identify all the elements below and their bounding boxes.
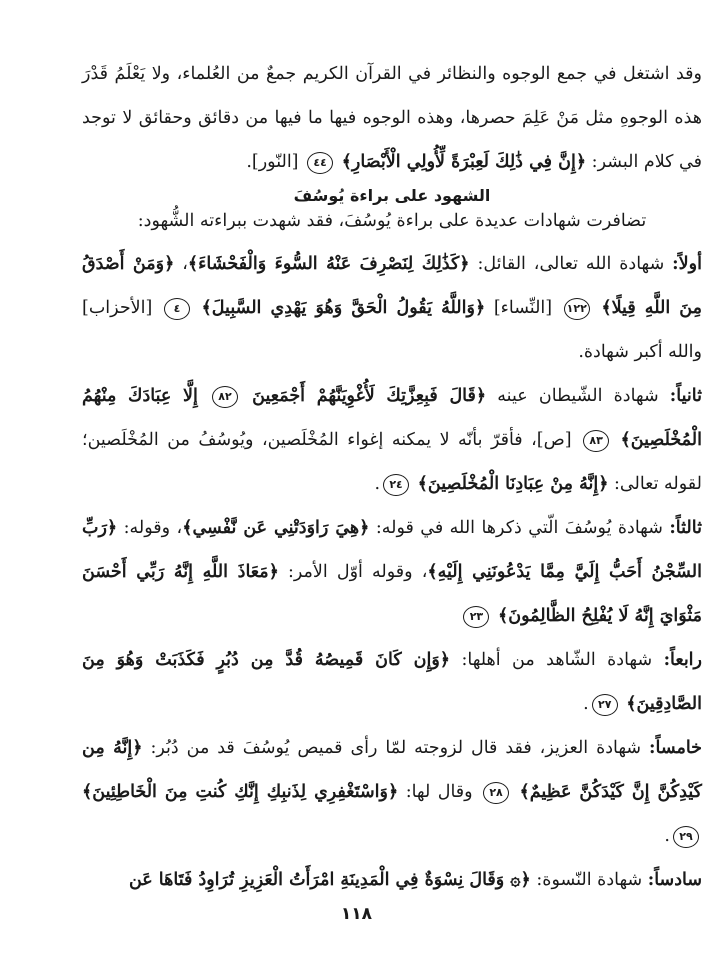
quran-verse: ﴿وَاللَّهُ يَقُولُ الْحَقَّ وَهُوَ يَهْدِي السَّبِيلَ﴾	[201, 298, 486, 318]
testimony-lead: أولاً:	[672, 254, 702, 274]
verse-number-badge: ٨٢	[212, 386, 238, 408]
paragraph-text: ، وقوله أوّل الأمر:	[287, 562, 428, 582]
surah-reference: [النِّساء]	[493, 298, 553, 318]
punctuation: .	[664, 826, 670, 846]
testimony-fourth	[82, 638, 702, 726]
page-number: ١١٨	[340, 904, 373, 924]
testimony-lead: ثالثاً:	[669, 518, 702, 538]
surah-reference: [الأحزاب]	[82, 298, 153, 318]
paragraph-text: وقال لها:	[405, 782, 473, 802]
quran-verse: ﴿رَبِّ السِّجْنُ أَحَبُّ إِلَيَّ مِمَّا يَدْعُونَنِي إِلَيْهِ﴾	[82, 518, 702, 582]
testimony-lead: خامساً:	[649, 738, 702, 758]
verse-number-badge: ٢٨	[483, 782, 509, 804]
testimony-third	[82, 506, 702, 638]
testimony-sixth	[82, 858, 702, 902]
quran-verse: ﴿وَمَنْ أَصْدَقُ مِنَ اللَّهِ قِيلًا﴾	[82, 254, 702, 318]
page-body	[82, 52, 702, 902]
paragraph-text: شهادة النّسوة:	[536, 870, 643, 890]
verse-number-badge: ١٢٢	[564, 298, 590, 320]
testimony-lead: ثانياً:	[669, 386, 702, 406]
testimony-first	[82, 242, 702, 374]
quran-verse: ﴿قَالَ فَبِعِزَّتِكَ لَأُغْوِيَنَّهُمْ أَجْمَعِينَ	[252, 386, 487, 406]
quran-verse: ﴿وَإِن كَانَ قَمِيصُهُ قُدَّ مِن دُبُرٍ فَكَذَبَتْ وَهُوَ مِنَ الصَّادِقِينَ﴾	[82, 650, 702, 714]
punctuation: .	[583, 694, 589, 714]
quran-verse: ﴿مَعَاذَ اللَّهِ إِنَّهُ رَبِّي أَحْسَنَ مَثْوَايَ إِنَّهُ لَا يُفْلِحُ الظَّالِمُونَ﴾	[82, 562, 702, 626]
punctuation: .	[374, 474, 381, 494]
paragraph-text: شهادة العزيز، فقد قال لزوجته لمّا رأى قميص يُوسُفَ قد من دُبُر:	[150, 738, 642, 758]
testimony-fifth	[82, 726, 702, 858]
paragraph-text: ، وقوله:	[123, 518, 183, 538]
paragraph-text: وقد اشتغل في جمع الوجوه والنظائر في القرآن الكريم جمعٌ من العُلماء، ولا يَعْلَمُ قَدْرَ هذه الوجوهِ مثل مَنْ عَلِمَ حصرها، وهذه الوجوه فيها ما فيها من دقائق وحقائق لا توجد في كلام البشر:	[82, 64, 702, 172]
quran-verse: ﴿إِنَّ فِي ذَٰلِكَ لَعِبْرَةً لِّأُولِي الْأَبْصَارِ﴾	[341, 152, 587, 172]
surah-reference: [ص]،	[531, 430, 572, 450]
quran-verse: ﴿۞ وَقَالَ نِسْوَةٌ فِي الْمَدِينَةِ امْرَأَتُ الْعَزِيزِ تُرَاوِدُ فَتَاهَا عَن	[128, 870, 531, 890]
verse-number-badge: ٢٧	[592, 694, 618, 716]
section-heading: الشهود على براءة يُوسُفَ	[293, 186, 491, 205]
paragraph-text: شهادة الشّاهد من أهلها:	[461, 650, 653, 670]
separator: ،	[182, 254, 188, 274]
paragraph-text: والله أكبر شهادة.	[578, 342, 702, 362]
quran-verse: ﴿إِنَّهُ مِنْ عِبَادِنَا الْمُخْلَصِينَ﴾	[417, 474, 609, 494]
testimony-second	[82, 374, 702, 506]
verse-number-badge: ٢٣	[463, 606, 489, 628]
paragraph-text: شهادة الشّيطان عينه	[497, 386, 659, 406]
quran-verse: ﴿إِنَّهُ مِن كَيْدِكُنَّ إِنَّ كَيْدَكُنَّ عَظِيمٌ﴾	[82, 738, 702, 802]
verse-number-badge: ٤٤	[307, 152, 333, 174]
section-intro: تضافرت شهادات عديدة على براءة يُوسُفَ، فقد شهدت ببراءته الشُّهود:	[137, 211, 647, 231]
quran-verse: ﴿وَاسْتَغْفِرِي لِذَنبِكِ إِنَّكِ كُنتِ مِنَ الْخَاطِئِينَ﴾	[82, 782, 399, 802]
verse-number-badge: ٢٤	[383, 474, 409, 496]
paragraph-text: شهادة يُوسُفَ الّتي ذكرها الله في قوله:	[375, 518, 663, 538]
paragraph-text: فأقرّ بأنّه لا يمكنه إغواء المُخْلَصين، ويُوسُفُ من المُخْلَصين؛ لقوله تعالى:	[82, 430, 702, 494]
testimony-lead: رابعاً:	[663, 650, 702, 670]
paragraph-intro	[82, 52, 702, 184]
testimony-lead: سادساً:	[647, 870, 702, 890]
surah-reference: [النّور].	[246, 152, 299, 172]
paragraph-text: شهادة الله تعالى، القائل:	[477, 254, 665, 274]
verse-number-badge: ٨٣	[583, 430, 609, 452]
verse-number-badge: ٢٩	[673, 826, 699, 848]
quran-verse: إِلَّا عِبَادَكَ مِنْهُمُ الْمُخْلَصِينَ﴾	[82, 386, 702, 450]
quran-verse: ﴿هِيَ رَاوَدَتْنِي عَن نَّفْسِي﴾	[182, 518, 370, 538]
quran-verse: ﴿كَذَٰلِكَ لِنَصْرِفَ عَنْهُ السُّوءَ وَالْفَحْشَاءَ﴾	[187, 254, 470, 274]
verse-number-badge: ٤	[164, 298, 190, 320]
